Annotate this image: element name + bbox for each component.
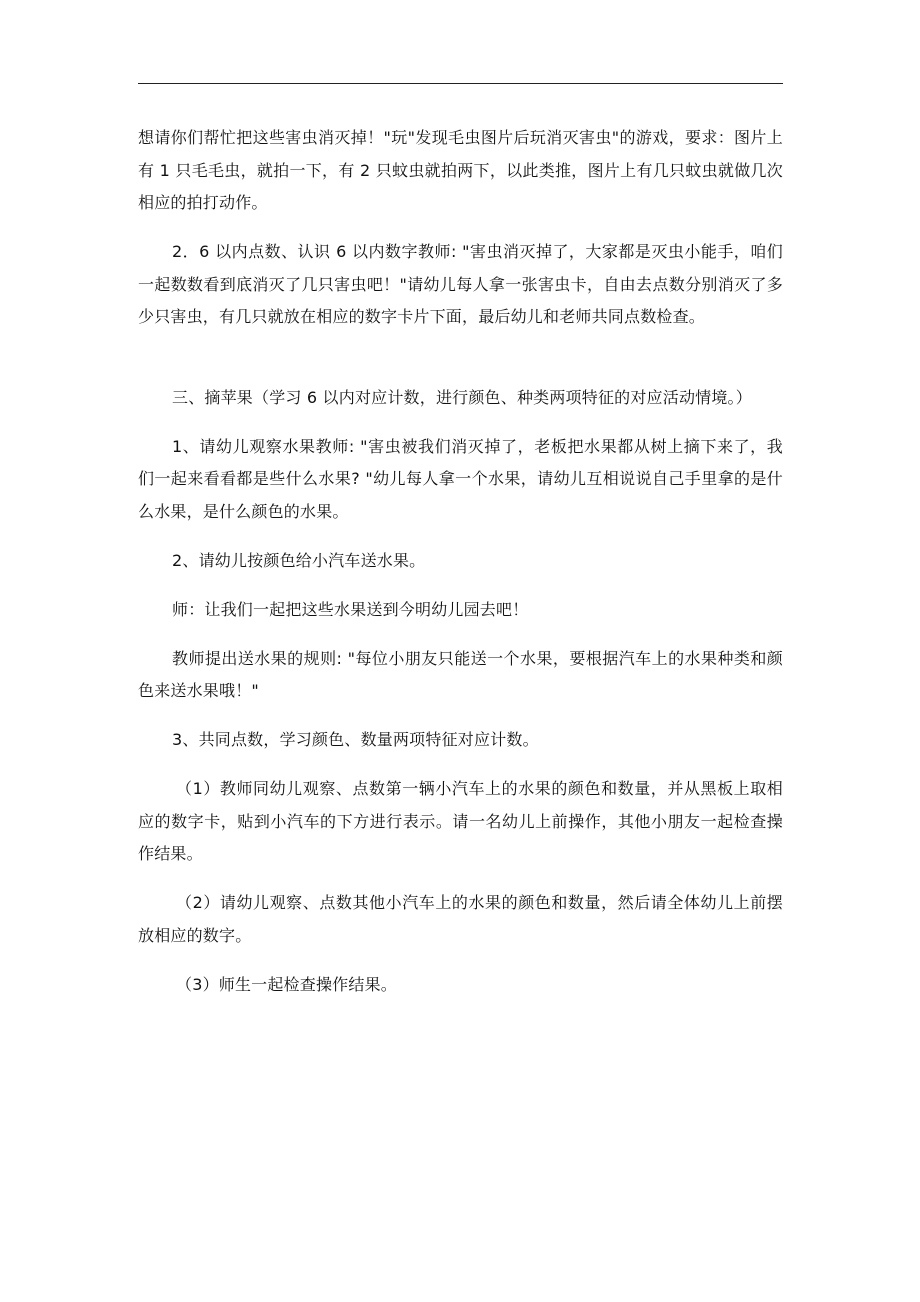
section-heading-3: 三、摘苹果（学习 6 以内对应计数，进行颜色、种类两项特征的对应活动情境。） — [172, 387, 752, 407]
paragraph-deliver-fruit: 2、请幼儿按颜色给小汽车送水果。 — [172, 550, 426, 570]
document-body — [138, 122, 783, 1001]
header-rule — [138, 83, 783, 84]
paragraph-rules: 教师提出送水果的规则: "每位小朋友只能送一个水果，要根据汽车上的水果种类和颜色来送水果哦！" — [138, 648, 783, 700]
paragraph-count-together: 3、共同点数，学习颜色、数量两项特征对应计数。 — [172, 730, 539, 749]
paragraph-sub-3: （3）师生一起检查操作结果。 — [176, 974, 397, 994]
paragraph-observe-fruit: 1、请幼儿观察水果教师: "害虫被我们消灭掉了，老板把水果都从树上摘下来了，我们一起来看看都是些什么水果? "幼儿每人拿一个水果，请幼儿互相说说自己手里拿的是什么水果，是什么颜色的水果。 — [138, 436, 783, 521]
paragraph-teacher-line: 师：让我们一起把这些水果送到今明幼儿园去吧！ — [172, 599, 529, 619]
paragraph-step-2: 2．6 以内点数、认识 6 以内数字教师: "害虫消灭掉了，大家都是灭虫小能手，咱们一起数数看到底消灭了几只害虫吧！"请幼儿每人拿一张害虫卡，自由去点数分别消灭了多少只害虫，有几只就放在相应的数字卡片下面，最后幼儿和老师共同点数检查。 — [138, 242, 783, 326]
paragraph-sub-2: （2）请幼儿观察、点数其他小汽车上的水果的颜色和数量，然后请全体幼儿上前摆放相应的数字。 — [138, 893, 783, 945]
paragraph-intro-continued: 想请你们帮忙把这些害虫消灭掉！"玩"发现毛虫图片后玩消灭害虫"的游戏，要求：图片上有 1 只毛毛虫，就拍一下，有 2 只蚊虫就拍两下，以此类推，图片上有几只蚊虫就做几次相应的拍打动作。 — [138, 128, 783, 212]
paragraph-sub-1: （1）教师同幼儿观察、点数第一辆小汽车上的水果的颜色和数量，并从黑板上取相应的数字卡，贴到小汽车的下方进行表示。请一名幼儿上前操作，其他小朋友一起检查操作结果。 — [138, 779, 783, 863]
